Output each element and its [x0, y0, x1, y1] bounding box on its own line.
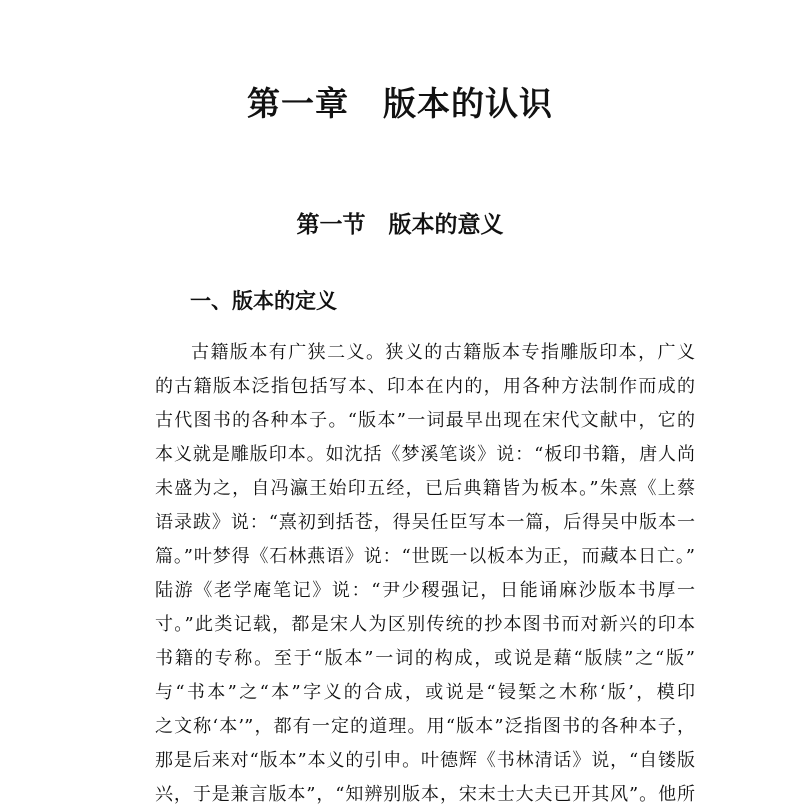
- paragraph-line: 之文称‘本’”，都有一定的道理。用“版本”泛指图书的各种本子，: [155, 716, 695, 737]
- paragraph-line: 陆游《老学庵笔记》说：“尹少稷强记，日能诵麻沙版本书厚一: [155, 580, 695, 601]
- paragraph-line: 古籍版本有广狭二义。狭义的古籍版本专指雕版印本，广义: [191, 342, 695, 363]
- section-title: 第一节 版本的意义: [296, 211, 504, 238]
- paragraph-line: 兴，于是兼言版本”，“知辨别版本，宋末士大夫已开其风”。他所: [155, 784, 695, 805]
- paragraph-line: 与“书本”之“本”字义的合成，或说是“锓椠之木称‘版’，模印: [155, 682, 695, 703]
- paragraph-line: 的古籍版本泛指包括写本、印本在内的，用各种方法制作而成的: [155, 376, 695, 397]
- body-paragraph: [155, 336, 695, 812]
- paragraph-line: 语录跋》说：“熹初到括苍，得吴任臣写本一篇，后得吴中版本一: [155, 512, 695, 533]
- paragraph-line: 古代图书的各种本子。“版本”一词最早出现在宋代文献中，它的: [155, 410, 695, 431]
- paragraph-line: 未盛为之，自冯瀛王始印五经，已后典籍皆为板本。”朱熹《上蔡: [155, 478, 695, 499]
- paragraph-line: 篇。”叶梦得《石林燕语》说：“世既一以板本为正，而藏本日亡。”: [155, 546, 695, 567]
- chapter-title: 第一章 版本的认识: [247, 84, 553, 123]
- paragraph-line: 本义就是雕版印本。如沈括《梦溪笔谈》说：“板印书籍，唐人尚: [155, 444, 695, 465]
- paragraph-line: 那是后来对“版本”本义的引申。叶德辉《书林清话》说，“自镂版: [155, 750, 695, 771]
- subsection-title: 一、版本的定义: [190, 288, 337, 313]
- paragraph-line: 书籍的专称。至于“版本”一词的构成，或说是藉“版牍”之“版”: [155, 648, 695, 669]
- paragraph-line: 寸。”此类记载，都是宋人为区别传统的抄本图书而对新兴的印本: [155, 614, 695, 635]
